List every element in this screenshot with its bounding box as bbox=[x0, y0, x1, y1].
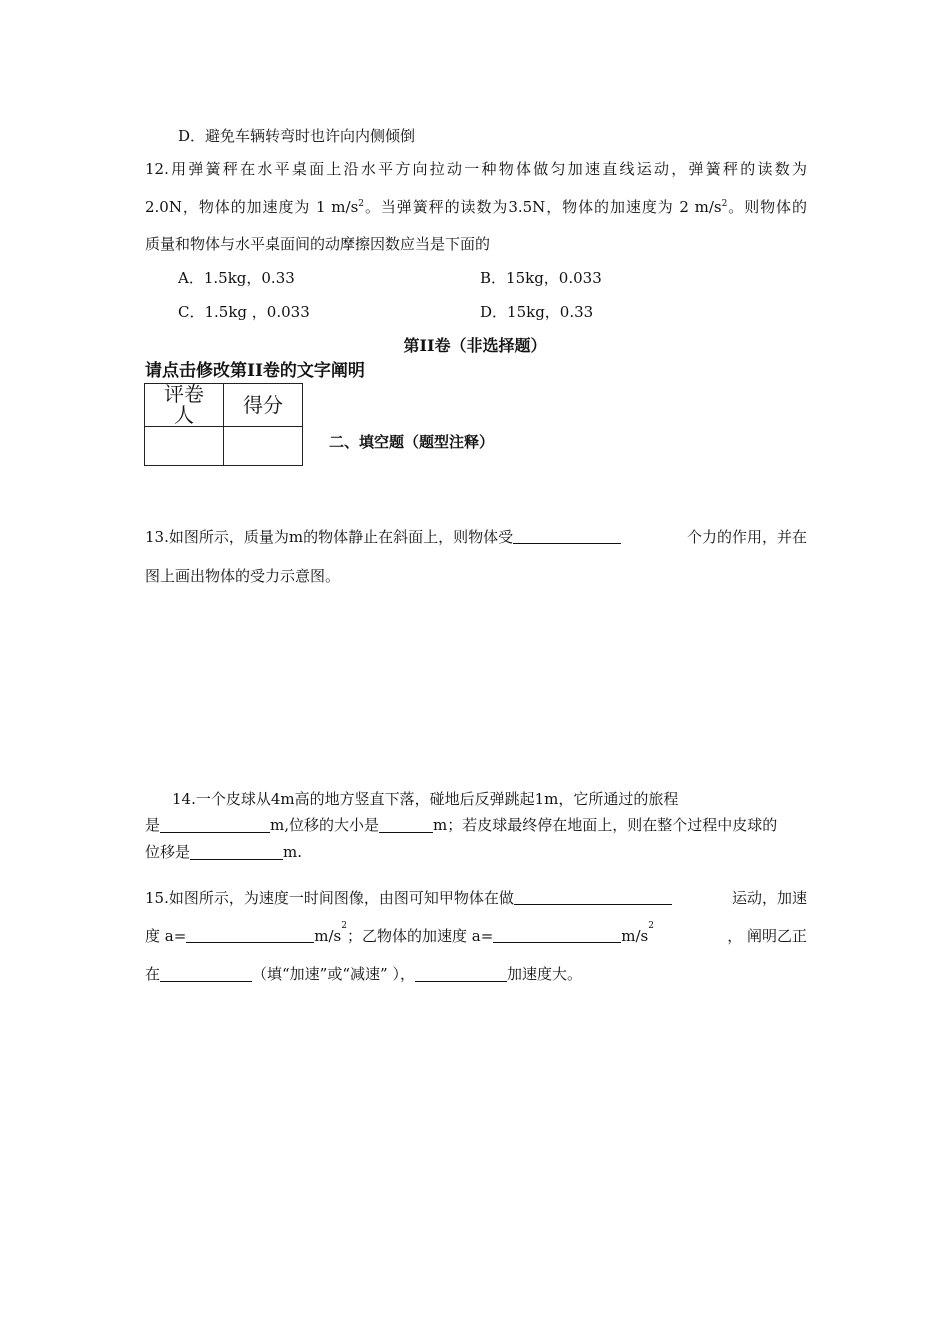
q15-line-3-c: 加速度大。 bbox=[506, 965, 582, 983]
q12-line-2-c: 。则物体的 bbox=[727, 198, 807, 216]
fill-blank-heading: 二、填空题（题型注释） bbox=[329, 433, 495, 451]
q13-line-2: 图上画出物体的受力示意图。 bbox=[145, 567, 341, 585]
score-table bbox=[144, 383, 303, 466]
q14-line-2 bbox=[145, 815, 807, 835]
section-note: 请点击修改第II卷的文字阐明 bbox=[145, 361, 365, 381]
q15-line-2-d: m/s bbox=[621, 927, 649, 945]
superscript: 2 bbox=[358, 199, 365, 209]
q12-line-1: 12.用弹簧秤在水平桌面上沿水平方向拉动一种物体做匀加速直线运动，弹簧秤的读数为 bbox=[145, 160, 807, 178]
q15-line-3 bbox=[145, 964, 807, 984]
score-header: 得分 bbox=[224, 384, 303, 427]
q15-line-2-a: 度 a= bbox=[145, 927, 187, 945]
q15-accel-a-blank[interactable] bbox=[186, 926, 314, 943]
q14-line-2-a: 是 bbox=[145, 816, 161, 834]
q14-line-3-a: 位移是 bbox=[145, 843, 191, 861]
q15-line-1 bbox=[145, 888, 807, 908]
q14-displacement-blank[interactable] bbox=[379, 816, 433, 833]
q15-line-3-b: （填“加速”或“减速” ）， bbox=[252, 965, 415, 983]
q12-line-2 bbox=[145, 197, 807, 217]
q12-option-d: D．15kg，0.33 bbox=[480, 303, 594, 321]
q15-line-3-a: 在 bbox=[145, 965, 161, 983]
q14-line-1: 14.一个皮球从4m高的地方竖直下落，碰地后反弹跳起1m，它所通过的旅程 bbox=[172, 790, 679, 808]
superscript: 2 bbox=[341, 921, 347, 931]
q14-line-3-b: m. bbox=[283, 843, 303, 861]
q13-line-1-b: 个力的作用，并在 bbox=[686, 528, 807, 546]
q15-line-1-a: 15.如图所示，为速度一时间图像，由图可知甲物体在做 bbox=[145, 889, 514, 907]
q15-accel-b-blank[interactable] bbox=[493, 926, 621, 943]
q15-line-2 bbox=[145, 921, 807, 946]
q12-option-a: A．1.5kg，0.33 bbox=[178, 269, 295, 287]
superscript: 2 bbox=[721, 199, 728, 209]
q14-final-blank[interactable] bbox=[190, 843, 283, 860]
q12-line-2-a: 2.0N，物体的加速度为 1 m/s bbox=[145, 198, 359, 216]
q12-line-2-b: 。当弹簧秤的读数为3.5N，物体的加速度为 2 m/s bbox=[364, 198, 722, 216]
q15-line-1-b: 运动，加速 bbox=[731, 889, 807, 907]
q15-line-2-b: m/s bbox=[314, 927, 342, 945]
q15-line-2-c: ；乙物体的加速度 a= bbox=[347, 927, 494, 945]
q15-motion-blank[interactable] bbox=[514, 888, 672, 905]
q12-option-b: B．15kg，0.033 bbox=[480, 269, 602, 287]
section-title: 第II卷（非选择题） bbox=[403, 336, 547, 355]
q11-option-d: D．避免车辆转弯时也许向内侧倾倒 bbox=[178, 127, 416, 145]
score-cell[interactable] bbox=[224, 427, 303, 466]
q15-compare-blank[interactable] bbox=[415, 965, 507, 982]
q14-path-blank[interactable] bbox=[160, 816, 270, 833]
q12-line-3: 质量和物体与水平桌面间的动摩擦因数应当是下面的 bbox=[145, 235, 491, 253]
q14-line-2-c: m；若皮球最终停在地面上，则在整个过程中皮球的 bbox=[433, 816, 778, 834]
q13-blank[interactable] bbox=[513, 527, 621, 544]
q13-line-1 bbox=[145, 527, 807, 547]
q12-option-c: C．1.5kg ，0.033 bbox=[178, 303, 310, 321]
q13-line-1-a: 13.如图所示，质量为m的物体静止在斜面上，则物体受 bbox=[145, 528, 514, 546]
q15-line-2-e: ， 阐明乙正 bbox=[727, 927, 807, 945]
q14-line-2-b: m,位移的大小是 bbox=[270, 816, 380, 834]
grader-cell[interactable] bbox=[145, 427, 224, 466]
superscript: 2 bbox=[648, 921, 654, 931]
grader-header: 评卷人 bbox=[145, 384, 224, 427]
q14-line-3 bbox=[145, 842, 807, 862]
q15-state-blank[interactable] bbox=[160, 965, 252, 982]
